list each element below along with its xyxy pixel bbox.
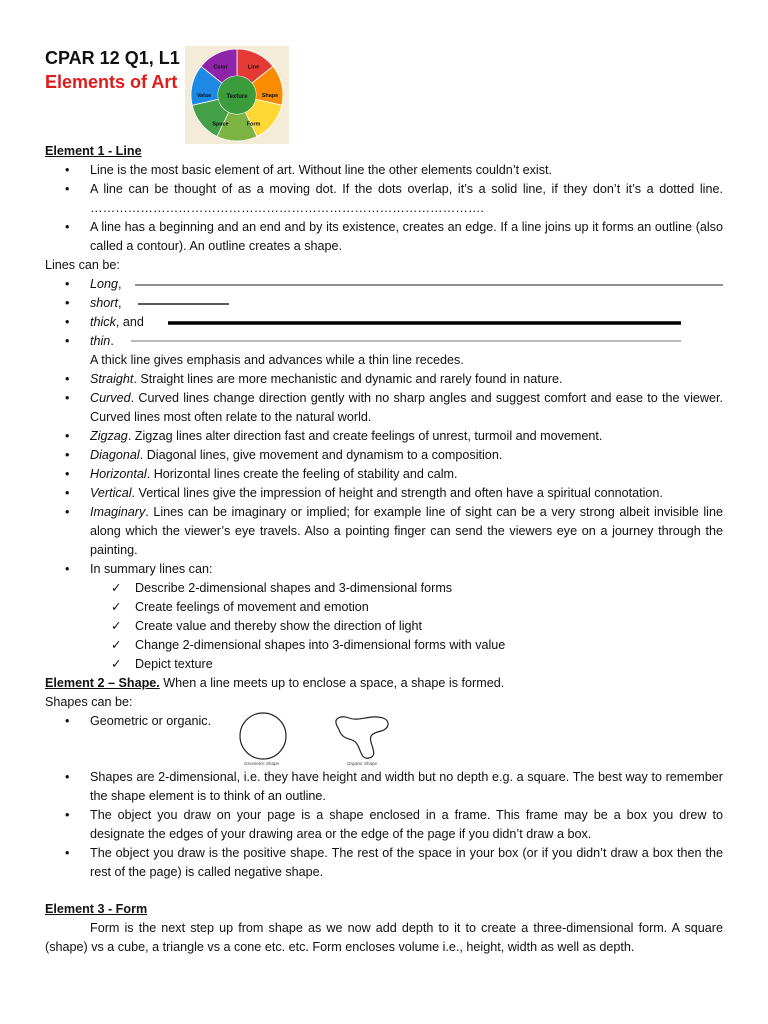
element1-heading: Element 1 - Line bbox=[45, 144, 142, 158]
page-title: CPAR 12 Q1, L1 bbox=[45, 48, 180, 68]
checklist-item: ✓ Create feelings of movement and emotion bbox=[45, 598, 723, 617]
bullet-icon: • bbox=[65, 334, 70, 348]
bullet-icon: • bbox=[65, 467, 70, 481]
wheel-label: Shape bbox=[261, 93, 279, 99]
checkmark-icon: ✓ bbox=[111, 600, 122, 614]
element2-bullets bbox=[45, 768, 723, 882]
geometric-shape-circle bbox=[235, 712, 291, 762]
thin-line-sample bbox=[45, 332, 723, 351]
thick-thin-note: A thick line gives emphasis and advances while a thin line recedes. bbox=[90, 353, 464, 367]
bullet-icon: • bbox=[65, 505, 70, 519]
list-item: • Horizontal. Horizontal lines create the feeling of stability and calm. bbox=[45, 465, 723, 484]
wheel-label: Form bbox=[246, 121, 261, 128]
wheel-center-label: Texture bbox=[226, 94, 248, 100]
summary-checklist bbox=[45, 579, 723, 674]
checklist-item: ✓ Create value and thereby show the direction of light bbox=[45, 617, 723, 636]
bullet-icon: • bbox=[65, 220, 70, 234]
elements-of-art-wheel-image bbox=[185, 46, 289, 144]
shape-examples-row bbox=[45, 712, 723, 768]
checkmark-icon: ✓ bbox=[111, 581, 122, 595]
element3-paragraph: Form is the next step up from shape as we now add depth to it to create a three-dimensional form. A square (shape) vs a cube, a triangle vs a cone etc. etc. Form encloses volume i.e., height, width as well as depth. bbox=[45, 921, 723, 954]
bullet-icon: • bbox=[65, 770, 70, 784]
element3-heading: Element 3 - Form bbox=[45, 902, 148, 916]
long-line-sample bbox=[45, 275, 723, 294]
list-item: • Geometric or organic. bbox=[45, 712, 211, 731]
wheel-label: Color bbox=[213, 64, 228, 71]
list-item: • Shapes are 2-dimensional, i.e. they have height and width but no depth e.g. a square. The best way to remember the shape element is to think of an outline. bbox=[65, 770, 723, 803]
list-item: • Zigzag. Zigzag lines alter direction fast and create feelings of unrest, turmoil and movement. bbox=[45, 427, 723, 446]
organic-shape-caption: Organic Shape bbox=[347, 761, 378, 766]
wheel-label: Line bbox=[247, 64, 260, 71]
element1-bullets bbox=[45, 161, 723, 256]
bullet-icon: • bbox=[65, 714, 70, 728]
organic-shape-blob bbox=[333, 712, 391, 764]
bullet-icon: • bbox=[65, 182, 70, 196]
line-sample-thick: • thick, and bbox=[45, 313, 723, 332]
page-subtitle: Elements of Art bbox=[45, 72, 178, 92]
bullet-icon: • bbox=[65, 277, 70, 291]
header bbox=[45, 46, 723, 142]
line-sample-short: • short, bbox=[45, 294, 723, 313]
checkmark-icon: ✓ bbox=[111, 638, 122, 652]
list-item: • A line has a beginning and an end and by its existence, creates an edge. If a line joins up it forms an outline (also called a contour). An outline creates a shape. bbox=[65, 220, 723, 253]
bullet-icon: • bbox=[65, 448, 70, 462]
list-item: • A line can be thought of as a moving dot. If the dots overlap, it’s a solid line, if they don’t it’s a dotted line. …………………………………………………………………………………. bbox=[65, 182, 723, 215]
bullet-icon: • bbox=[65, 808, 70, 822]
bullet-icon: • bbox=[65, 163, 70, 177]
list-item: • In summary lines can: bbox=[45, 560, 723, 579]
checklist-item: ✓ Change 2-dimensional shapes into 3-dimensional forms with value bbox=[45, 636, 723, 655]
short-line-sample bbox=[45, 294, 723, 313]
list-item: • Imaginary. Lines can be imaginary or implied; for example line of sight can be a very strong albeit invisible line along which the viewer’s eye travels. Also a pointing finger can send the viewers eye on a journey through the painting. bbox=[65, 505, 723, 557]
list-item: • The object you draw on your page is a shape enclosed in a frame. This frame may be a box you drew to designate the edges of your drawing area or the edge of the page if you didn’t draw a box. bbox=[65, 808, 723, 841]
list-item: • Diagonal. Diagonal lines, give movement and dynamism to a composition. bbox=[45, 446, 723, 465]
list-item: • Straight. Straight lines are more mechanistic and dynamic and rarely found in nature. bbox=[45, 370, 723, 389]
bullet-icon: • bbox=[65, 315, 70, 329]
list-item: • The object you draw is the positive shape. The rest of the space in your box (or if you didn’t draw a box then the rest of the page) is called negative shape. bbox=[65, 846, 723, 879]
bullet-icon: • bbox=[65, 846, 70, 860]
bullet-icon: • bbox=[65, 296, 70, 310]
document-page bbox=[45, 40, 723, 957]
thick-line-sample bbox=[45, 313, 723, 332]
list-item: • Vertical. Vertical lines give the impression of height and strength and often have a spiritual connotation. bbox=[45, 484, 723, 503]
list-item: • Curved. Curved lines change direction gently with no sharp angles and suggest comfort and ease to the viewer. Curved lines most often relate to the natural world. bbox=[65, 391, 723, 424]
list-item: • Line is the most basic element of art. Without line the other elements couldn’t exist. bbox=[45, 161, 723, 180]
line-sample-thin: • thin. bbox=[45, 332, 723, 351]
line-sample-long: • Long, bbox=[45, 275, 723, 294]
bullet-icon: • bbox=[65, 562, 70, 576]
bullet-icon: • bbox=[65, 486, 70, 500]
checkmark-icon: ✓ bbox=[111, 619, 122, 633]
checkmark-icon: ✓ bbox=[111, 657, 122, 671]
element2-intro: Element 2 – Shape. When a line meets up to enclose a space, a shape is formed. bbox=[45, 676, 505, 690]
checklist-item: ✓ Describe 2-dimensional shapes and 3-dimensional forms bbox=[45, 579, 723, 598]
bullet-icon: • bbox=[65, 429, 70, 443]
geometric-shape-caption: Geometric Shape bbox=[244, 761, 280, 766]
bullet-icon: • bbox=[65, 372, 70, 386]
checklist-item: ✓ Depict texture bbox=[45, 655, 723, 674]
shapes-can-be-label: Shapes can be: bbox=[45, 695, 133, 709]
wheel-label: Space bbox=[212, 121, 229, 128]
line-types-list bbox=[45, 370, 723, 579]
bullet-icon: • bbox=[65, 391, 70, 405]
lines-can-be-label: Lines can be: bbox=[45, 258, 120, 272]
wheel-label: Value bbox=[196, 93, 212, 99]
element2-heading: Element 2 – Shape. bbox=[45, 676, 160, 690]
